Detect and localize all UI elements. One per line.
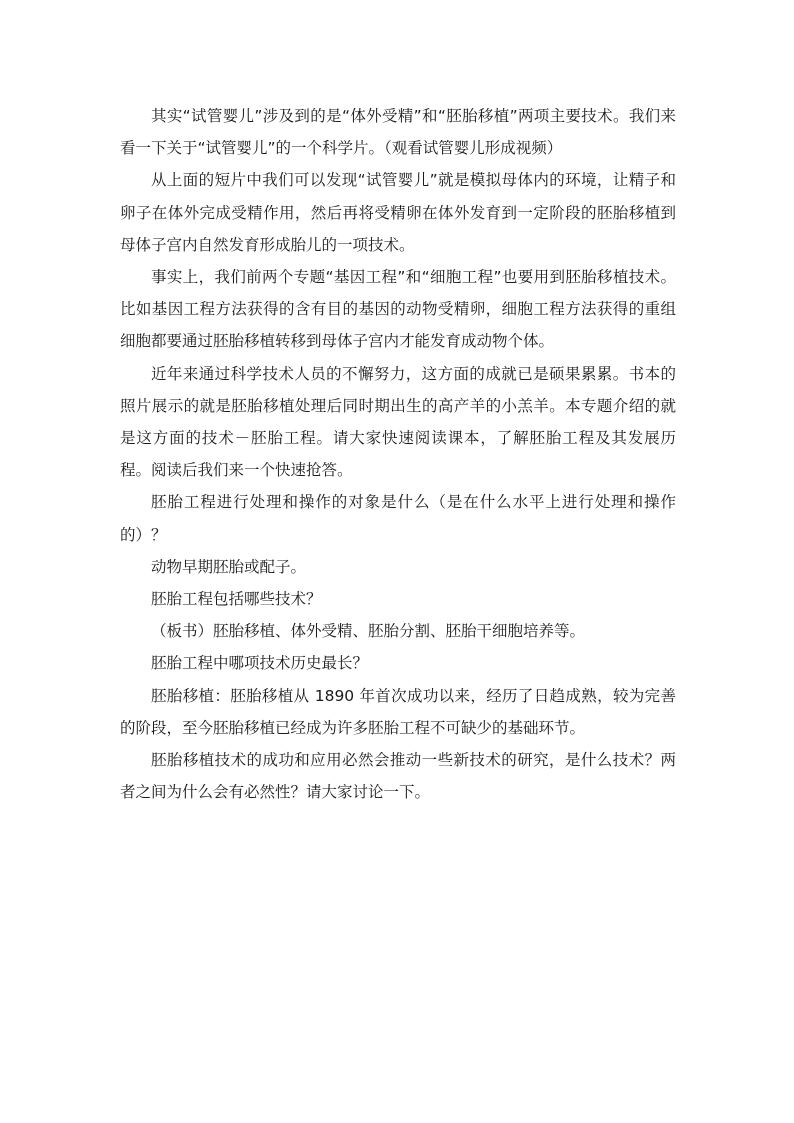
document-body [120,100,676,808]
paragraph-previous-topics: 事实上，我们前两个专题“基因工程”和“细胞工程”也要用到胚胎移植技术。比如基因工程方法获得的含有目的基因的动物受精卵，细胞工程方法获得的重组细胞都要通过胚胎移植转移到母体子宫内才能发育成动物个体。 [120,268,676,351]
answer-techniques: （板书）胚胎移植、体外受精、胚胎分割、胚胎干细胞培养等。 [151,622,586,641]
paragraph-intro-test-tube-baby: 其实“试管婴儿”涉及到的是“体外受精”和“胚胎移植”两项主要技术。我们来看一下关于“试管婴儿”的一个科学片。（观看试管婴儿形成视频） [120,107,676,158]
paragraph-achievements: 近年来通过科学技术人员的不懈努力，这方面的成就已是硕果累累。书本的照片展示的就是胚胎移植处理后同时期出生的高产羊的小羔羊。本专题介绍的就是这方面的技术－胚胎工程。请大家快速阅读课本，了解胚胎工程及其发展历程。阅读后我们来一个快速抢答。 [120,364,676,480]
question-techniques: 胚胎工程包括哪些技术？ [151,590,322,609]
question-longest-history: 胚胎工程中哪项技术历史最长？ [151,654,369,673]
answer-embryo-transfer: 胚胎移植：胚胎移植从 1890 年首次成功以来，经历了日趋成熟，较为完善的阶段，至今胚胎移植已经成为许多胚胎工程不可缺少的基础环节。 [120,686,676,737]
answer-object: 动物早期胚胎或配子。 [151,557,307,576]
paragraph-short-film-summary: 从上面的短片中我们可以发现“试管婴儿”就是模拟母体内的环境，让精子和卵子在体外完成受精作用，然后再将受精卵在体外发育到一定阶段的胚胎移植到母体子宫内自然发育形成胎儿的一项技术。 [120,171,676,254]
question-object-of-embryo-engineering: 胚胎工程进行处理和操作的对象是什么（是在什么水平上进行处理和操作的）？ [120,493,676,544]
paragraph-discussion: 胚胎移植技术的成功和应用必然会推动一些新技术的研究，是什么技术？两者之间为什么会有必然性？请大家讨论一下。 [120,751,676,802]
